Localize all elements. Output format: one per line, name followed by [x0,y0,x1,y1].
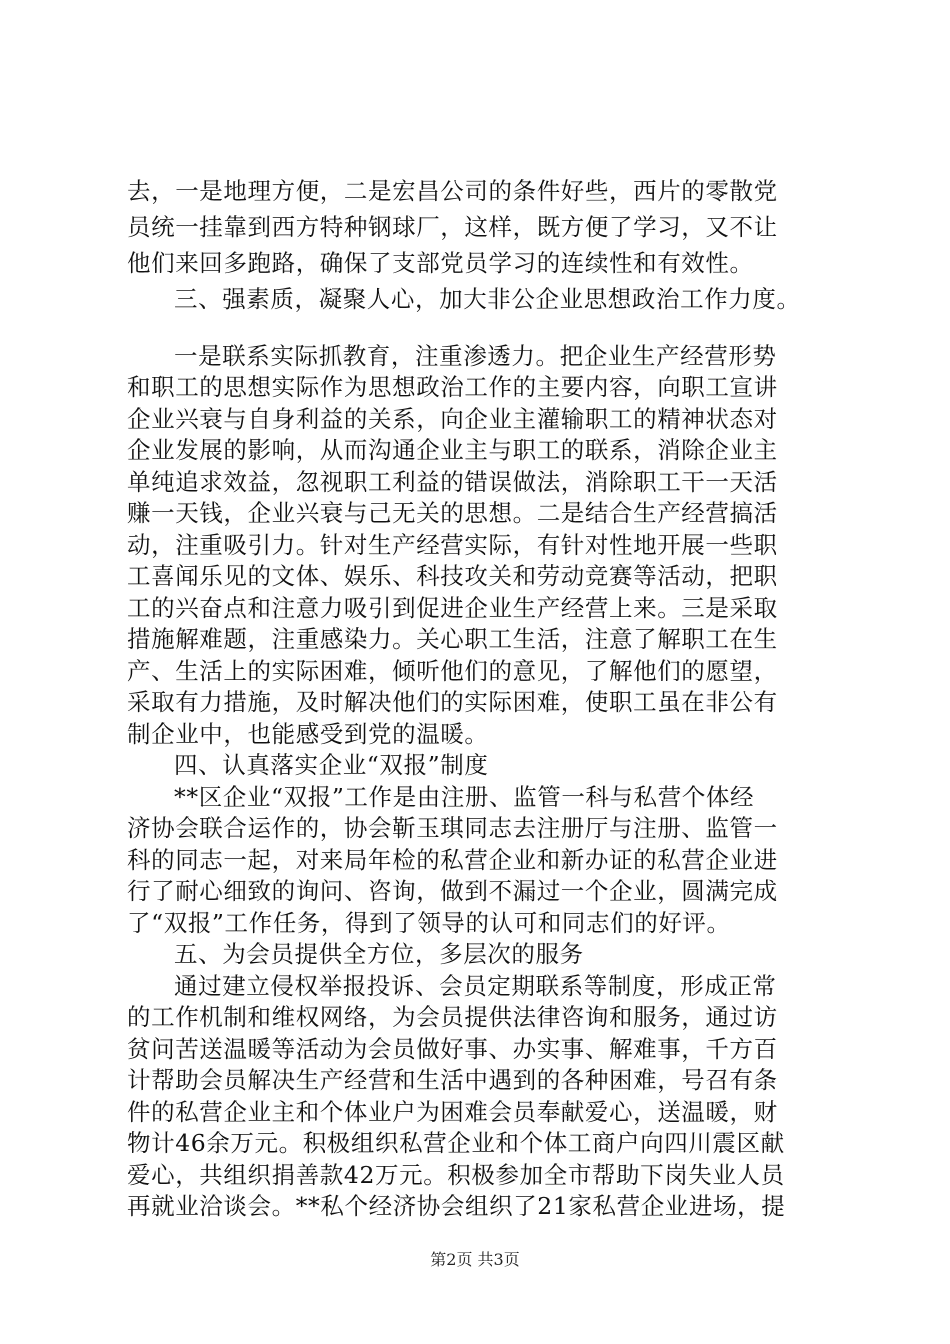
body-line: 措施解难题，注重感染力。关心职工生活，注意了解职工在生 [127,625,778,653]
body-line: 贫问苦送温暖等活动为会员做好事、办实事、解难事，千方百 [127,1035,778,1063]
body-line: 动，注重吸引力。针对生产经营实际，有针对性地开展一些职 [127,531,778,559]
body-line: 制企业中，也能感受到党的温暖。 [127,720,489,748]
body-line: 单纯追求效益，忽视职工利益的错误做法，消除职工干一天活 [127,468,778,496]
body-line: 爱心，共组织捐善款42万元。积极参加全市帮助下岗失业人员 [127,1161,785,1189]
body-line: 的工作机制和维权网络，为会员提供法律咨询和服务，通过访 [127,1003,778,1031]
body-line: 企业发展的影响，从而沟通企业主与职工的联系，消除企业主 [127,436,778,464]
body-line: 物计46余万元。积极组织私营企业和个体工商户向四川震区献 [127,1129,785,1157]
section-heading: 五、为会员提供全方位，多层次的服务 [174,940,584,968]
body-line: 行了耐心细致的询问、咨询，做到不漏过一个企业，圆满完成 [127,877,778,905]
body-line: 计帮助会员解决生产经营和生活中遇到的各种困难，号召有条 [127,1066,778,1094]
body-line: 通过建立侵权举报投诉、会员定期联系等制度，形成正常 [174,972,777,1000]
body-line: 科的同志一起，对来局年检的私营企业和新办证的私营企业进 [127,846,778,874]
body-line: **区企业“双报”工作是由注册、监管一科与私营个体经 [174,783,755,811]
section-heading: 三、强素质，凝聚人心，加大非公企业思想政治工作力度。 [174,285,801,313]
body-line: 采取有力措施，及时解决他们的实际困难，使职工虽在非公有 [127,688,778,716]
body-line: 员统一挂靠到西方特种钢球厂，这样，既方便了学习，又不让 [127,213,778,241]
body-line: 工的兴奋点和注意力吸引到促进企业生产经营上来。三是采取 [127,594,778,622]
body-line: 工喜闻乐见的文体、娱乐、科技攻关和劳动竞赛等活动，把职 [127,562,778,590]
body-line: 去，一是地理方便，二是宏昌公司的条件好些，西片的零散党 [127,177,778,205]
page-footer: 第2页 共3页 [430,1250,520,1269]
body-line: 再就业洽谈会。**私个经济协会组织了21家私营企业进场，提 [127,1192,786,1220]
body-line: 他们来回多跑路，确保了支部党员学习的连续性和有效性。 [127,249,754,277]
body-line: 和职工的思想实际作为思想政治工作的主要内容，向职工宣讲 [127,373,778,401]
body-line: 产、生活上的实际困难，倾听他们的意见，了解他们的愿望， [127,657,778,685]
body-line: 济协会联合运作的，协会靳玉琪同志去注册厅与注册、监管一 [127,814,778,842]
body-line: 件的私营企业主和个体业户为困难会员奉献爱心，送温暖，财 [127,1098,778,1126]
body-line: 企业兴衰与自身利益的关系，向企业主灌输职工的精神状态对 [127,405,778,433]
body-line: 赚一天钱，企业兴衰与己无关的思想。二是结合生产经营搞活 [127,499,778,527]
section-heading: 四、认真落实企业“双报”制度 [174,751,489,779]
body-line: 一是联系实际抓教育，注重渗透力。把企业生产经营形势 [174,342,777,370]
body-line: 了“双报”工作任务，得到了领导的认可和同志们的好评。 [127,909,731,937]
